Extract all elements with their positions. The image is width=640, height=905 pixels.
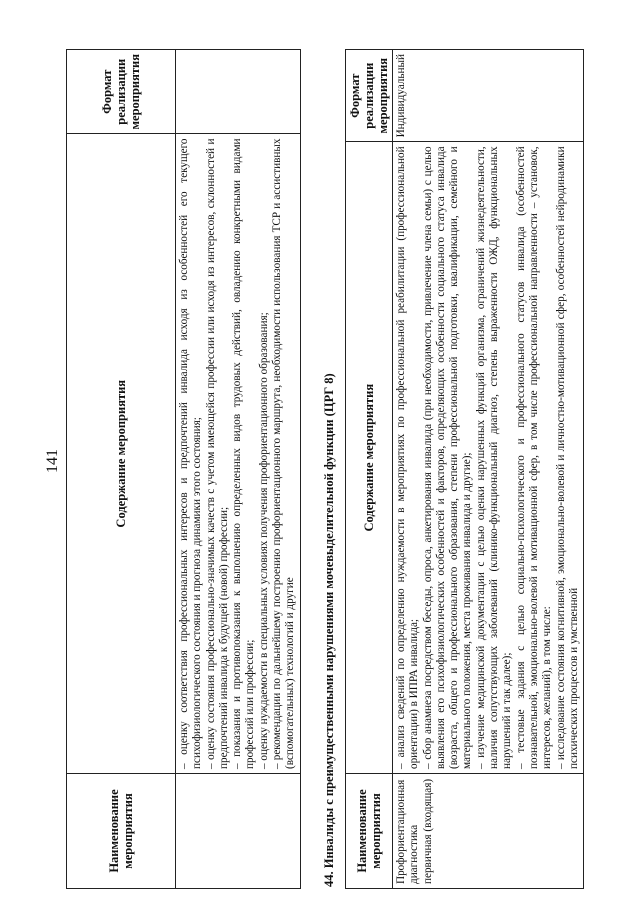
- list-item: – оценку нуждаемости в специальных условиях получения профориентационного образования;: [257, 312, 270, 769]
- list-item: – оценку состояния профессионально-значимых качеств с учетом имеющейся профессии или исходя из интересов, склонностей и предпочтений инвалида к будущей (новой) профессии;: [204, 138, 230, 769]
- table-section-44: [345, 49, 584, 889]
- list-item: – исследование состояния когнитивной, эмоционально-волевой и личностно-мотивационной сфер, особенностей нейродинамики психических процессов и умственной: [554, 146, 580, 769]
- list-item: – рекомендации по дальнейшему построению профориентационного маршрута, необходимости использования ТСР и ассистивных (вспомогательных) технологий и другие: [271, 138, 297, 769]
- cell-name-empty: [176, 774, 301, 889]
- header-format: Формат реализации мероприятия: [346, 50, 393, 142]
- list-item: – тестовые задания с целью социально-психологического и профессионального статусов инвалида (особенностей познавательной, эмоционально-волевой и мотивационной сфер, в том числе профессиональной направленности – установок, интересов, желаний), в том числе:: [514, 146, 554, 769]
- section-title: 44. Инвалиды с преимущественными нарушениями мочевыделительной функции (ЦРГ 8): [322, 373, 336, 887]
- list-item: – анализ сведений по определению нуждаемости в мероприятиях по профессиональной реабилитации (профессиональной ориентации) в ИПРА инвалида;: [395, 146, 421, 769]
- cell-format: Индивидуальный: [393, 50, 584, 142]
- cell-content: [176, 134, 301, 774]
- cell-measure-name: Профориентационная диагностика первичная (входящая): [393, 774, 584, 889]
- page-number: 141: [44, 449, 61, 473]
- list-item: – сбор анамнеза посредством беседы, опроса, анкетирования инвалида (при необходимости, привлечение члена семьи) с целью выявления его психофизиологических особенностей и факторов, определяющих особенности социального статуса инвалида (возраста, общего и профессионального образования, степени профессиональной подготовки, квалификации, семейного и материального положения, места проживания инвалида и другие);: [421, 146, 474, 769]
- header-format: Формат реализации мероприятия: [67, 50, 176, 134]
- header-content: Содержание мероприятия: [67, 134, 176, 774]
- cell-content: [393, 142, 584, 774]
- table-continued: [66, 49, 301, 889]
- list-item: – показания и противопоказания к выполнению определенных видов трудовых действий, овладению конкретными видами профессий или профессии;: [231, 138, 257, 769]
- cell-format-empty: [176, 50, 301, 134]
- list-item: – изучение медицинской документации с целью оценки нарушенных функций организма, ограничений жизнедеятельности, наличия сопутствующих заболеваний (клинико-функциональный диагноз, степень выраженности ОЖД, функциональных нарушений и так далее);: [474, 146, 514, 769]
- header-name: Наименование мероприятия: [67, 774, 176, 889]
- header-content: Содержание мероприятия: [346, 142, 393, 774]
- header-name: Наименование мероприятия: [346, 774, 393, 889]
- list-item: – оценку соответствия профессиональных интересов и предпочтений инвалида исходя из особенностей его текущего психофизиологического состояния и прогноза динамики этого состояния;: [178, 138, 204, 769]
